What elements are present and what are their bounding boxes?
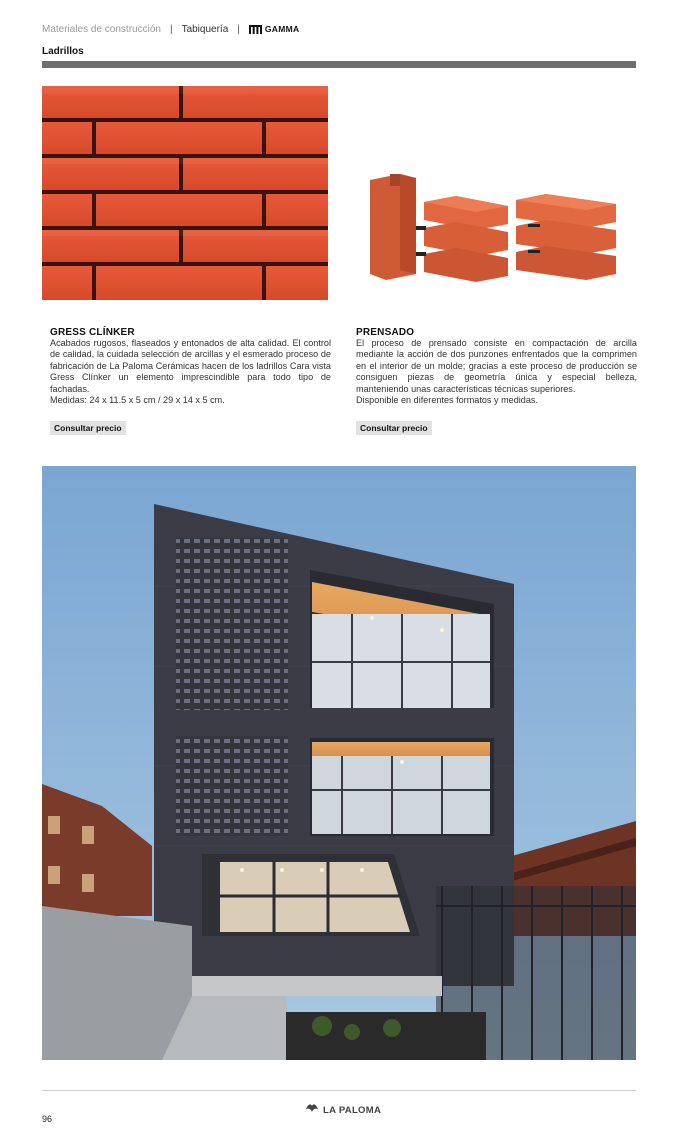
product-gress-clinker [50, 327, 331, 436]
breadcrumb-category[interactable]: Materiales de construcción [42, 23, 161, 35]
gamma-brand-name: GAMMA [264, 24, 300, 34]
breadcrumb-subcategory[interactable]: Tabiquería [181, 23, 229, 35]
gamma-logo-icon [249, 25, 262, 34]
footer-brand-logo[interactable] [305, 1101, 381, 1119]
consultar-precio-button[interactable]: Consultar precio [356, 421, 432, 435]
prensado-brick-image [366, 170, 622, 290]
gress-clinker-brick-image [42, 86, 328, 300]
brick-house-photo [42, 466, 636, 1060]
product-prensado [356, 327, 637, 436]
product-availability: Disponible en diferentes formatos y medidas. [356, 395, 538, 406]
consultar-precio-button[interactable]: Consultar precio [50, 421, 126, 435]
section-title: Ladrillos [42, 46, 84, 57]
breadcrumb [42, 22, 299, 36]
title-divider-bar [42, 61, 636, 68]
product-description: El proceso de prensado consiste en compactación de arcilla mediante la acción de dos punzones enfrentados que la comprimen en el interior de un molde; gracias a este proceso de producción se consiguen piezas de geometría única y especial belleza, manteniendo unas características técnicas superiores. [356, 338, 637, 394]
page-number: 96 [42, 1114, 53, 1124]
footer-divider [42, 1090, 636, 1091]
gamma-brand-logo[interactable] [249, 24, 300, 34]
breadcrumb-separator: | [237, 23, 240, 35]
product-title: PRENSADO [356, 327, 415, 338]
footer-brand-name: LA PALOMA [323, 1104, 382, 1116]
breadcrumb-separator: | [169, 23, 173, 35]
product-title: GRESS CLÍNKER [50, 327, 135, 338]
la-paloma-dove-icon [305, 1101, 319, 1119]
product-description: Acabados rugosos, flaseados y entonados de alta calidad. El control de calidad, la cuidada selección de arcillas y el esmerado proceso de fabricación de La Paloma Cerámicas hacen de los ladrillos Cara vista Gress Clínker un elemento imprescindible para todo tipo de fachadas. [50, 338, 331, 394]
product-measurements: Medidas: 24 x 11.5 x 5 cm / 29 x 14 x 5 cm. [50, 395, 225, 406]
